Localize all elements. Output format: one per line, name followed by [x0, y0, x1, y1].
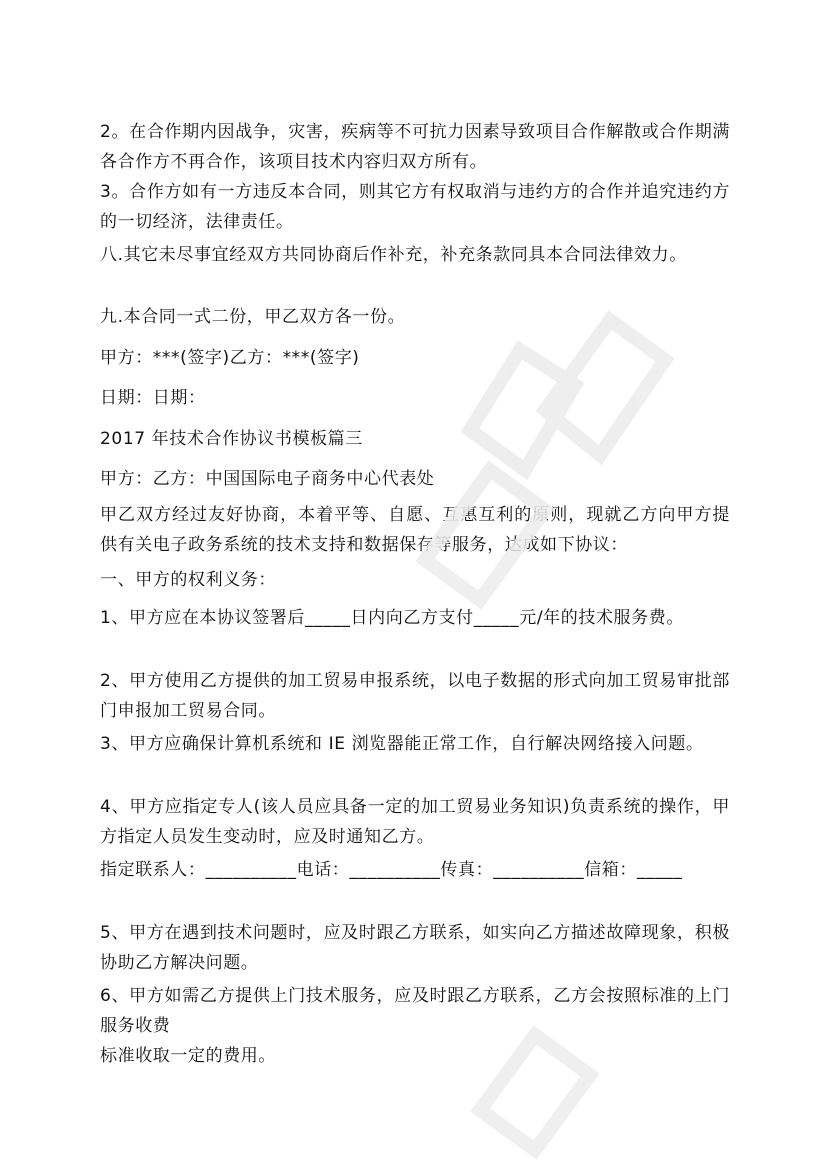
- contact-fields-line: 指定联系人：__________电话：__________传真：__________信箱：_____: [100, 860, 683, 880]
- paragraph-supplement: 八.其它未尽事宜经双方共同协商后作补充，补充条款同具本合同法律效力。: [100, 245, 687, 265]
- parties-line: 甲方：乙方：中国国际电子商务中心代表处: [100, 469, 435, 489]
- paragraph-clause-2: 2、甲方使用乙方提供的加工贸易申报系统，以电子数据的形式向加工贸易审批部门申报加工贸易合同。: [100, 671, 730, 721]
- paragraph-fee-note: 标准收取一定的费用。: [100, 1046, 276, 1066]
- paragraph-breach: 3。合作方如有一方违反本合同，则其它方有权取消与违约方的合作并追究违约方的一切经济，法律责任。: [100, 182, 730, 232]
- paragraph-clause-3: 3、甲方应确保计算机系统和 IE 浏览器能正常工作，自行解决网络接入问题。: [100, 734, 704, 754]
- paragraph-force-majeure: 2。在合作期内因战争，灾害，疾病等不可抗力因素导致项目合作解散或合作期满各合作方不再合作，该项目技术内容归双方所有。: [100, 122, 730, 172]
- section-heading: 2017 年技术合作协议书模板篇三: [100, 429, 363, 449]
- signature-line: 甲方：***(签字)乙方：***(签字): [100, 348, 360, 368]
- paragraph-clause-6: 6、甲方如需乙方提供上门技术服务，应及时跟乙方联系，乙方会按照标准的上门服务收费: [100, 986, 730, 1036]
- paragraph-agreement-intro: 甲乙双方经过友好协商，本着平等、自愿、互惠互利的原则，现就乙方向甲方提供有关电子政务系统的技术支持和数据保存等服务，达成如下协议：: [100, 505, 730, 555]
- heading-party-a-obligations: 一、甲方的权利义务：: [100, 570, 276, 590]
- paragraph-clause-4: 4、甲方应指定专人(该人员应具备一定的加工贸易业务知识)负责系统的操作，甲方指定人员发生变动时，应及时通知乙方。: [100, 797, 730, 847]
- paragraph-clause-1: 1、甲方应在本协议签署后_____日内向乙方支付_____元/年的技术服务费。: [100, 608, 684, 628]
- paragraph-copies: 九.本合同一式二份，甲乙双方各一份。: [100, 307, 406, 327]
- paragraph-clause-5: 5、甲方在遇到技术问题时，应及时跟乙方联系，如实向乙方描述故障现象，积极协助乙方解决问题。: [100, 923, 730, 973]
- date-line: 日期：日期：: [100, 388, 206, 408]
